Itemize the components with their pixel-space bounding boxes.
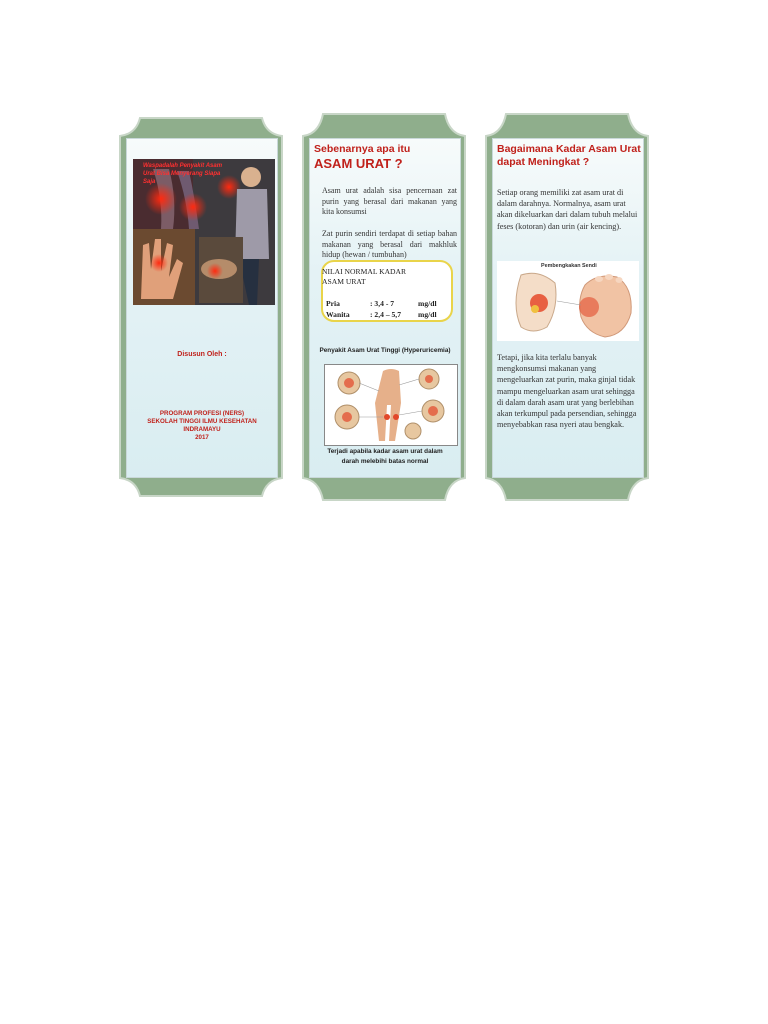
institution-block [127,410,277,442]
cover-image [133,159,275,305]
institution-line: INDRAMAYU [183,426,221,433]
subtitle: Penyakit Asam Urat Tinggi (Hyperuricemia) [319,347,451,354]
swollen-joint-image [497,261,639,341]
institution-line: SEKOLAH TINGGI ILMU KESEHATAN [147,418,257,425]
title-line: dapat Meningkat ? [497,156,590,168]
author-label: Disusun Oleh : [177,351,227,358]
institution-line: PROGRAM PROFESI (NERS) [159,410,245,417]
image-caption [310,447,460,467]
heading-line: NILAI NORMAL KADAR [322,267,407,276]
caption-line: darah melebihi batas normal [341,458,429,465]
row-value: : 3,4 - 7 [370,299,395,308]
section-title [314,143,454,171]
brochure-panel-cover [116,110,286,504]
row-unit: mg/dl [418,310,437,319]
cover-title: Waspadalah Penyakit Asam Urat Bisa Menyerang Siapa Saja [143,163,223,185]
paragraph: Tetapi, jika kita terlalu banyak mengkonsumsi makanan yang mengeluarkan zat purin, maka ginjal tidak mampu mengeluarkan asam urat sehingga di dalam darah asam urat yang berlebihan akan terkumpul pada persendian, sehingga menyebabkan rasa nyeri atau bengkak. [497,353,637,430]
panel-content [309,138,461,478]
panel-content [126,138,278,478]
section-title [497,143,641,169]
caption-line: Terjadi apabila kadar asam urat dalam [327,448,443,455]
row-label: Pria [326,299,340,308]
paragraph: Setiap orang memiliki zat asam urat di dalam darahnya. Normalnya, asam urat akan dikeluarkan dari dalam tubuh melalui feses (kotoran) dan urin (air kencing). [497,188,638,231]
row-label: Wanita [326,310,350,319]
institution-year: 2017 [195,434,209,441]
row-value: : 2,4 – 5,7 [370,310,402,319]
joint-diagram-image [324,364,458,446]
image-label: Pembengkakan Sendi [541,263,597,269]
title-line: Bagaimana Kadar Asam Urat [497,143,641,155]
heading-line: ASAM URAT [322,277,366,286]
brochure-panel-cause [482,110,652,504]
normal-values-heading [322,267,442,287]
paragraph: Asam urat adalah sisa pencernaan zat purin yang berasal dari makanan yang kita konsumsi [322,186,457,216]
brochure-panel-definition [299,110,469,504]
row-unit: mg/dl [418,299,437,308]
panel-content [492,138,644,478]
title-line-main: ASAM URAT ? [314,156,403,171]
title-line: Sebenarnya apa itu [314,143,411,155]
paragraph: Zat purin sendiri terdapat di setiap bahan makanan yang berasal dari makhluk hidup (hewan / tumbuhan) [322,229,457,259]
